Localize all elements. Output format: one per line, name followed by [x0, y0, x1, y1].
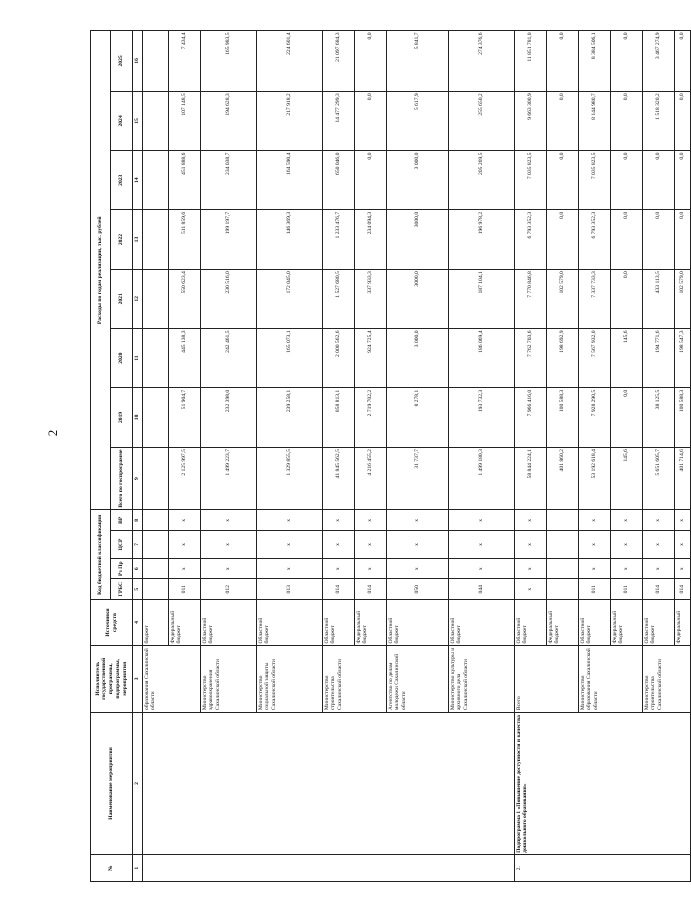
- value-cell: 550 623,4: [169, 269, 201, 328]
- vr-cell: x: [257, 510, 323, 531]
- grbs-cell: 044: [449, 579, 515, 600]
- vr-cell: x: [579, 510, 611, 531]
- rzpr-cell: x: [515, 558, 547, 579]
- source-cell: Областной бюджет: [201, 600, 257, 646]
- measure-cell: [143, 712, 515, 855]
- value-cell: 8 144 980,7: [579, 91, 611, 150]
- value-cell: [143, 151, 169, 210]
- value-cell: 145,6: [611, 328, 643, 387]
- value-cell: 0,0: [547, 210, 579, 269]
- grbs-cell: 014: [323, 579, 355, 600]
- value-cell: 650 046,0: [323, 151, 355, 210]
- value-cell: 198 547,3: [675, 328, 691, 387]
- executor-cell: Министерство социальной защиты Сахалинской области: [257, 646, 323, 713]
- vr-cell: [143, 510, 169, 531]
- value-cell: 230 516,0: [201, 269, 257, 328]
- value-cell: 21 097 684,3: [323, 31, 355, 92]
- value-cell: 7 567 932,0: [579, 328, 611, 387]
- header-no: №: [91, 855, 133, 882]
- value-cell: 8 278,1: [387, 388, 449, 447]
- value-cell: 6 793 352,3: [515, 210, 547, 269]
- index-cell: 1: [133, 855, 143, 882]
- rzpr-cell: x: [449, 558, 515, 579]
- value-cell: 0,0: [643, 210, 675, 269]
- source-cell: Областной бюджет: [515, 600, 547, 646]
- header-year: 2024: [111, 91, 133, 150]
- subprogram-name-cell: Подпрограмма 1 «Повышение доступности и качества дошкольного образования»: [515, 712, 691, 855]
- value-cell: 232 398,0: [201, 388, 257, 447]
- executor-cell: Агентство по делам молодежи Сахалинской области: [387, 646, 449, 713]
- value-cell: 2 719 702,2: [355, 388, 387, 447]
- executor-cell: Министерство строительства Сахалинской области: [643, 646, 691, 713]
- header-budget-code: Код бюджетной классификации: [91, 510, 111, 600]
- value-cell: 1 518 320,2: [643, 91, 675, 150]
- header-source: Источники средств: [91, 600, 133, 646]
- executor-cell: Министерство здравоохранения Сахалинской области: [201, 646, 257, 713]
- value-cell: [143, 210, 169, 269]
- value-cell: 7 035 823,5: [515, 151, 547, 210]
- value-cell: 0,0: [355, 151, 387, 210]
- total-cell: 1 499 180,3: [449, 447, 515, 510]
- vr-cell: x: [323, 510, 355, 531]
- index-cell: 8: [133, 510, 143, 531]
- value-cell: 100 588,3: [675, 388, 691, 447]
- value-cell: 433 113,5: [643, 269, 675, 328]
- grbs-cell: 013: [257, 579, 323, 600]
- total-cell: 58 844 224,1: [515, 447, 547, 510]
- header-grbs: ГРБС: [111, 579, 133, 600]
- value-cell: 7 035 823,5: [579, 151, 611, 210]
- index-cell: 15: [133, 91, 143, 150]
- value-cell: 0,0: [611, 269, 643, 328]
- header-expenses: Расходы по годам реализации, тыс. рублей: [91, 31, 111, 511]
- csr-cell: x: [323, 531, 355, 559]
- total-cell: 41 845 562,5: [323, 447, 355, 510]
- value-cell: [143, 31, 169, 92]
- value-cell: 8 384 506,1: [579, 31, 611, 92]
- vr-cell: x: [611, 510, 643, 531]
- index-cell: 9: [133, 447, 143, 510]
- total-cell: 1 329 855,5: [257, 447, 323, 510]
- source-cell: Областной бюджет: [643, 600, 675, 646]
- value-cell: 100 588,3: [547, 388, 579, 447]
- rzpr-cell: x: [323, 558, 355, 579]
- value-cell: 186 069,4: [449, 328, 515, 387]
- value-cell: 6 793 352,3: [579, 210, 611, 269]
- executor-cell: Министерство образования Сахалинской области: [579, 646, 643, 713]
- value-cell: 337 933,3: [355, 269, 387, 328]
- vr-cell: x: [643, 510, 675, 531]
- value-cell: 7 337 733,3: [579, 269, 611, 328]
- grbs-cell: 011: [169, 579, 201, 600]
- rzpr-cell: [143, 558, 169, 579]
- value-cell: 11 851 781,0: [515, 31, 547, 92]
- value-cell: 187 104,1: [449, 269, 515, 328]
- rzpr-cell: x: [169, 558, 201, 579]
- value-cell: 255 650,2: [449, 91, 515, 150]
- value-cell: 102 579,0: [675, 269, 691, 328]
- csr-cell: x: [579, 531, 611, 559]
- source-cell: бюджет: [143, 600, 169, 646]
- vr-cell: x: [201, 510, 257, 531]
- value-cell: 0,0: [547, 151, 579, 210]
- value-cell: 7 928 290,5: [579, 388, 611, 447]
- value-cell: 102 579,0: [547, 269, 579, 328]
- value-cell: 0,0: [355, 91, 387, 150]
- value-cell: 146 369,3: [257, 210, 323, 269]
- total-cell: 2 125 997,5: [169, 447, 201, 510]
- source-cell: Федеральный бюджет: [547, 600, 579, 646]
- source-cell: Областной бюджет: [387, 600, 449, 646]
- csr-cell: x: [169, 531, 201, 559]
- index-cell: 7: [133, 531, 143, 559]
- index-cell: 6: [133, 558, 143, 579]
- value-cell: 0,0: [547, 91, 579, 150]
- csr-cell: x: [201, 531, 257, 559]
- value-cell: 7 770 846,8: [515, 269, 547, 328]
- header-total: Всего по госпрограмме: [111, 447, 133, 510]
- value-cell: 0,0: [675, 151, 691, 210]
- rzpr-cell: x: [579, 558, 611, 579]
- value-cell: 165 983,5: [201, 31, 257, 92]
- total-cell: 53 192 618,4: [579, 447, 611, 510]
- grbs-cell: x: [515, 579, 547, 600]
- vr-cell: x: [387, 510, 449, 531]
- header-year: 2019: [111, 388, 133, 447]
- value-cell: 0,0: [547, 31, 579, 92]
- grbs-cell: 011: [579, 579, 611, 600]
- csr-cell: x: [643, 531, 675, 559]
- table-row: [515, 31, 547, 882]
- grbs-cell: [547, 579, 579, 600]
- value-cell: 0,0: [611, 210, 643, 269]
- value-cell: 196 978,2: [449, 210, 515, 269]
- total-cell: 145,6: [611, 447, 643, 510]
- index-cell: 16: [133, 31, 143, 92]
- index-cell: 14: [133, 151, 143, 210]
- value-cell: 511 859,6: [169, 210, 201, 269]
- grbs-cell: [143, 579, 169, 600]
- value-cell: 0,0: [611, 388, 643, 447]
- value-cell: 445 138,3: [169, 328, 201, 387]
- header-rzpr: Рз Пр: [111, 558, 133, 579]
- value-cell: [143, 388, 169, 447]
- vr-cell: x: [355, 510, 387, 531]
- executor-cell: образования Сахалинской области: [143, 646, 201, 713]
- value-cell: 2 000 562,6: [323, 328, 355, 387]
- rzpr-cell: x: [643, 558, 675, 579]
- total-cell: [143, 447, 169, 510]
- grbs-cell: 014: [355, 579, 387, 600]
- vr-cell: x: [169, 510, 201, 531]
- header-year: 2025: [111, 31, 133, 92]
- value-cell: 242 461,5: [201, 328, 257, 387]
- index-cell: 2: [133, 712, 143, 855]
- value-cell: 0,0: [675, 91, 691, 150]
- budget-table: [90, 30, 691, 882]
- header-vr: ВР: [111, 510, 133, 531]
- source-cell: Областной бюджет: [579, 600, 611, 646]
- csr-cell: x: [675, 531, 691, 559]
- index-cell: 4: [133, 600, 143, 646]
- value-cell: 172 045,0: [257, 269, 323, 328]
- value-cell: 0,0: [611, 31, 643, 92]
- page-number: 2: [45, 429, 60, 437]
- value-cell: 193 732,3: [449, 388, 515, 447]
- csr-cell: [547, 531, 579, 559]
- rzpr-cell: x: [257, 558, 323, 579]
- value-cell: 1 233 476,7: [323, 210, 355, 269]
- csr-cell: x: [257, 531, 323, 559]
- value-cell: 9 663 300,9: [515, 91, 547, 150]
- header-measure: Наименование мероприятия: [91, 712, 133, 855]
- csr-cell: x: [355, 531, 387, 559]
- value-cell: 234 094,3: [355, 210, 387, 269]
- value-cell: 3000,0: [387, 269, 449, 328]
- source-cell: Федеральный бюджет: [355, 600, 387, 646]
- rzpr-cell: x: [201, 558, 257, 579]
- row-number-cell: 2.: [515, 855, 691, 882]
- index-cell: 13: [133, 210, 143, 269]
- value-cell: 38 125,5: [643, 388, 675, 447]
- index-cell: 10: [133, 388, 143, 447]
- value-cell: 14 477 299,3: [323, 91, 355, 150]
- row-number-cell: [143, 855, 515, 882]
- grbs-cell: 050: [387, 579, 449, 600]
- vr-cell: [547, 510, 579, 531]
- value-cell: 0,0: [675, 210, 691, 269]
- csr-cell: [143, 531, 169, 559]
- value-cell: 205 269,5: [449, 151, 515, 210]
- value-cell: [143, 328, 169, 387]
- value-cell: 0,0: [643, 151, 675, 210]
- vr-cell: x: [675, 510, 691, 531]
- value-cell: 234 038,7: [201, 151, 257, 210]
- total-cell: 5 651 605,7: [643, 447, 675, 510]
- executor-cell: Министерство строительства Сахалинской области: [323, 646, 387, 713]
- header-year: 2023: [111, 151, 133, 210]
- value-cell: [143, 91, 169, 150]
- source-cell: Федеральный бюджет: [611, 600, 643, 646]
- total-cell: 401 714,6: [675, 447, 691, 510]
- rzpr-cell: [547, 558, 579, 579]
- value-cell: 239 258,1: [257, 388, 323, 447]
- value-cell: 274 376,6: [449, 31, 515, 92]
- source-cell: Областной бюджет: [449, 600, 515, 646]
- value-cell: 3 467 274,9: [643, 31, 675, 92]
- value-cell: 3 000,0: [387, 328, 449, 387]
- grbs-cell: 011: [611, 579, 643, 600]
- rotated-budget-table-wrapper: [90, 30, 686, 882]
- csr-cell: x: [611, 531, 643, 559]
- grbs-cell: 012: [201, 579, 257, 600]
- value-cell: 217 918,2: [257, 91, 323, 150]
- index-cell: 3: [133, 646, 143, 713]
- csr-cell: x: [449, 531, 515, 559]
- value-cell: 7 762 703,6: [515, 328, 547, 387]
- header-year: 2020: [111, 328, 133, 387]
- total-cell: 31 737,7: [387, 447, 449, 510]
- header-year: 2021: [111, 269, 133, 328]
- value-cell: 924 725,4: [355, 328, 387, 387]
- value-cell: 0,0: [611, 151, 643, 210]
- value-cell: 0,0: [355, 31, 387, 92]
- index-cell: 11: [133, 328, 143, 387]
- value-cell: 165 073,1: [257, 328, 323, 387]
- total-cell: 4 216 455,2: [355, 447, 387, 510]
- value-cell: 194 628,3: [201, 91, 257, 150]
- value-cell: 5 841,7: [387, 31, 449, 92]
- header-executor: Исполнитель государственной программы, подпрограммы, мероприятия: [91, 646, 133, 713]
- rzpr-cell: x: [611, 558, 643, 579]
- grbs-cell: 014: [643, 579, 675, 600]
- value-cell: 7 966 416,0: [515, 388, 547, 447]
- value-cell: 107 148,5: [169, 91, 201, 150]
- source-cell: Федеральный: [675, 600, 691, 646]
- source-cell: Областной бюджет: [257, 600, 323, 646]
- header-csr: ЦСР: [111, 531, 133, 559]
- csr-cell: x: [387, 531, 449, 559]
- csr-cell: x: [515, 531, 547, 559]
- value-cell: 3 000,0: [387, 151, 449, 210]
- value-cell: 5 617,9: [387, 91, 449, 150]
- rzpr-cell: x: [675, 558, 691, 579]
- value-cell: 194 771,6: [643, 328, 675, 387]
- total-cell: 401 860,2: [547, 447, 579, 510]
- executor-cell: Министерство культуры и архивного дела Сахалинской области: [449, 646, 515, 713]
- value-cell: 1 527 680,5: [323, 269, 355, 328]
- value-cell: 164 590,4: [257, 151, 323, 210]
- vr-cell: x: [449, 510, 515, 531]
- header-year: 2022: [111, 210, 133, 269]
- value-cell: 3000,0: [387, 210, 449, 269]
- rzpr-cell: x: [355, 558, 387, 579]
- value-cell: 198 692,9: [547, 328, 579, 387]
- value-cell: 199 197,7: [201, 210, 257, 269]
- value-cell: 51 904,7: [169, 388, 201, 447]
- value-cell: 451 888,6: [169, 151, 201, 210]
- vr-cell: x: [515, 510, 547, 531]
- value-cell: 224 601,4: [257, 31, 323, 92]
- source-cell: Федеральный бюджет: [169, 600, 201, 646]
- rzpr-cell: x: [387, 558, 449, 579]
- executor-cell: Всего: [515, 646, 579, 713]
- total-cell: 1 499 223,7: [201, 447, 257, 510]
- index-cell: 5: [133, 579, 143, 600]
- value-cell: [143, 269, 169, 328]
- value-cell: 858 813,1: [323, 388, 355, 447]
- table-row: [143, 31, 169, 882]
- value-cell: 0,0: [675, 31, 691, 92]
- index-cell: 12: [133, 269, 143, 328]
- value-cell: 7 434,4: [169, 31, 201, 92]
- value-cell: 0,0: [611, 91, 643, 150]
- source-cell: Областной бюджет: [323, 600, 355, 646]
- grbs-cell: 014: [675, 579, 691, 600]
